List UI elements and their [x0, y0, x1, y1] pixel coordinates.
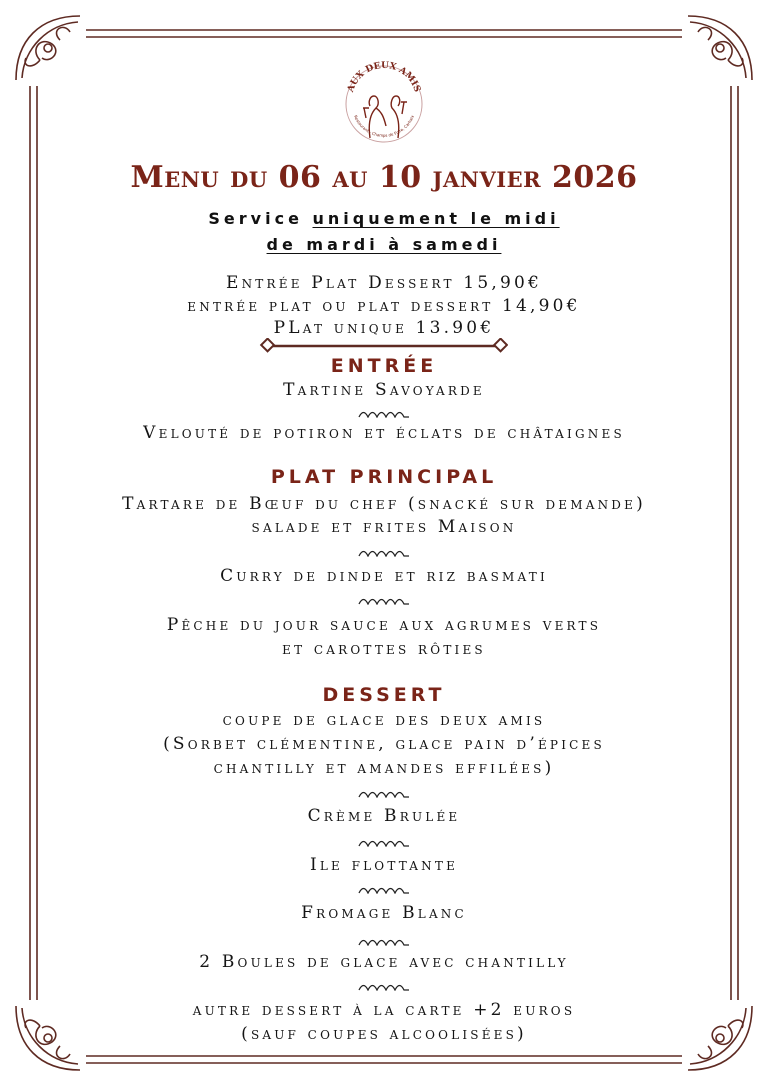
diamond-divider	[258, 338, 508, 354]
plat-item-1-line-2: salade et frites Maison	[251, 517, 517, 537]
plat-item-1-line-1: Tartare de Bœuf du chef (snacké sur demande)	[122, 494, 646, 514]
squiggle-divider	[357, 839, 411, 847]
dessert-item-6-line-1: autre dessert à la carte +2 euros	[192, 1000, 576, 1020]
squiggle-divider	[357, 938, 411, 946]
service-line-2: de mardi à samedi	[266, 235, 502, 254]
squiggle-divider	[357, 790, 411, 798]
squiggle-divider	[357, 549, 411, 557]
dessert-item-3: Ile flottante	[309, 855, 459, 875]
dessert-item-2: Crème Brulée	[307, 806, 461, 826]
service-prefix: Service	[208, 209, 303, 228]
restaurant-logo	[334, 52, 434, 152]
menu-title: Menu du 06 au 10 janvier 2026	[130, 160, 638, 195]
dessert-item-1-line-1: coupe de glace des deux amis	[222, 710, 546, 730]
plat-item-3-line-2: et carottes rôties	[282, 639, 486, 659]
section-dessert-heading: DESSERT	[322, 684, 446, 706]
section-entree-heading: ENTRÉE	[330, 355, 438, 377]
entree-item-2: Velouté de potiron et éclats de châtaignes	[143, 423, 625, 443]
price-line-2: entrée plat ou plat dessert 14,90€	[187, 296, 581, 316]
squiggle-divider	[357, 886, 411, 894]
dessert-item-1-line-3: chantilly et amandes effilées)	[213, 758, 555, 778]
dessert-item-4: Fromage Blanc	[301, 903, 467, 923]
section-plat-heading: PLAT PRINCIPAL	[270, 466, 498, 488]
plat-item-2: Curry de dinde et riz basmati	[220, 566, 548, 586]
service-underlined: uniquement le midi	[312, 209, 560, 228]
squiggle-divider	[357, 597, 411, 605]
price-line-3: PLat unique 13.90€	[273, 318, 495, 338]
logo-name: AUX DEUX AMIS	[346, 60, 422, 94]
entree-item-1: Tartine Savoyarde	[283, 380, 485, 400]
service-line-1	[0, 209, 768, 228]
dessert-item-1-line-2: (Sorbet clémentine, glace pain d’épices	[163, 734, 605, 754]
squiggle-divider	[357, 983, 411, 991]
price-line-1: Entrée Plat Dessert 15,90€	[226, 273, 542, 293]
plat-item-3-line-1: Pêche du jour sauce aux agrumes verts	[166, 615, 602, 635]
dessert-item-5: 2 Boules de glace avec chantilly	[199, 952, 569, 972]
dessert-item-6-line-2: (sauf coupes alcoolisées)	[241, 1024, 527, 1044]
squiggle-divider	[357, 410, 411, 418]
logo-subtitle: Restaurant - Champs de Foire, Carhaix	[353, 114, 415, 138]
